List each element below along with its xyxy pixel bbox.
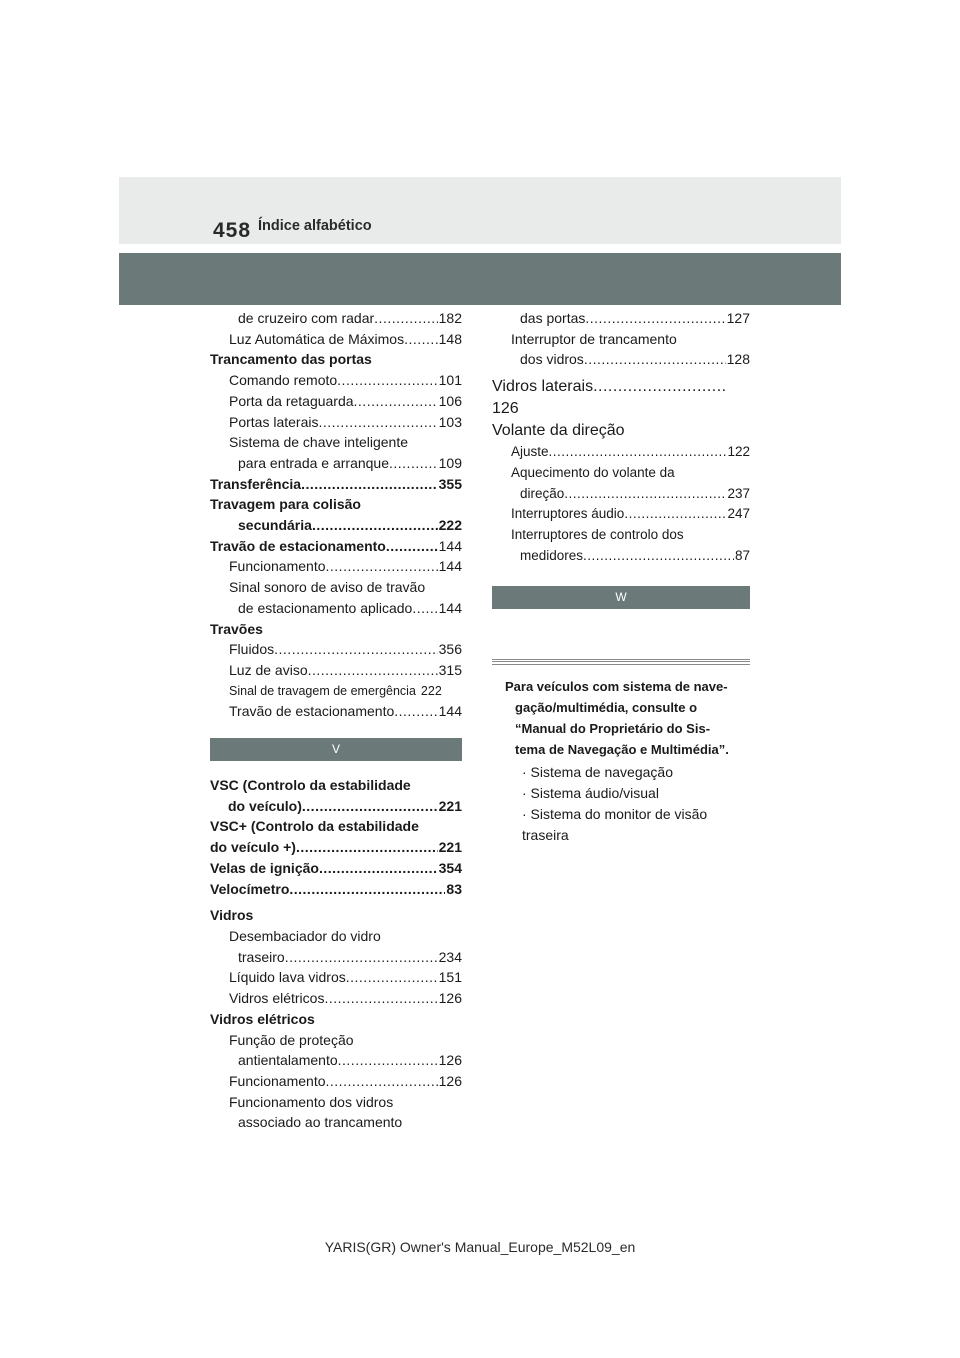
index-entry-line: Interruptor de trancamento <box>511 330 677 347</box>
index-entry: Luz de aviso ..... 315 <box>210 660 462 681</box>
index-heading: Velocímetro ..... 83 <box>210 879 462 900</box>
index-entry-line: associado ao trancamento <box>238 1114 403 1131</box>
section-header-w: W <box>492 586 750 609</box>
index-entry: de cruzeiro com radar ..... 182 <box>210 308 462 329</box>
index-entry: Travão de estacionamento ..... 144 <box>210 701 462 722</box>
index-entry: das portas ..... 127 <box>492 308 750 329</box>
index-heading: secundária ..... 222 <box>210 515 462 536</box>
index-entry-line: Sistema de chave inteligente <box>229 434 408 451</box>
index-entry: Ajuste ..... 122 <box>492 442 750 463</box>
index-entry-line: Funcionamento dos vidros <box>229 1093 394 1110</box>
page-number: 458 <box>213 219 252 242</box>
index-entry: Porta da retaguarda ..... 106 <box>210 391 462 412</box>
index-heading: Trancamento das portas <box>210 351 372 368</box>
index-heading: Travões <box>210 620 263 637</box>
index-heading: Vidros elétricos <box>210 1010 315 1027</box>
section-header-v: V <box>210 738 462 761</box>
bullet-item-continuation: traseira <box>522 827 569 844</box>
index-heading: Volante da direção <box>492 422 625 440</box>
index-heading: Velas de ignição ..... 354 <box>210 858 462 879</box>
index-heading-line: VSC (Controlo da estabilidade <box>210 777 411 794</box>
note-divider <box>492 659 750 664</box>
index-entry: traseiro ..... 234 <box>210 947 462 968</box>
index-heading: do veículo +) ..... 221 <box>210 837 462 858</box>
index-heading: Travão de estacionamento ..... 144 <box>210 536 462 557</box>
index-entry: Funcionamento ..... 126 <box>210 1071 462 1092</box>
index-entry: Luz Automática de Máximos ..... 148 <box>210 329 462 350</box>
index-heading-page: 126 <box>492 400 519 418</box>
index-entry: direção ..... 237 <box>492 484 750 505</box>
index-entry: Sinal de travagem de emergência 222 <box>229 683 442 698</box>
index-entry: Vidros elétricos ..... 126 <box>210 988 462 1009</box>
index-entry: antientalamento ..... 126 <box>210 1050 462 1071</box>
index-column-right <box>492 308 750 846</box>
index-entry-line: Desembaciador do vidro <box>229 927 381 944</box>
index-entry: de estacionamento aplicado ..... 144 <box>210 598 462 619</box>
index-entry-line: Aquecimento do volante da <box>511 464 675 480</box>
bullet-item: · Sistema de navegação <box>522 764 673 781</box>
index-entry: dos vidros ..... 128 <box>492 349 750 370</box>
navigation-note: Para veículos com sistema de nave- gação/multimédia, consulte o “Manual do Proprietário do Sis- tema de Navegação e Multimédia”. <box>505 679 729 758</box>
header-dark-band <box>119 253 841 305</box>
bullet-item: · Sistema do monitor de visão <box>522 806 708 823</box>
index-heading: Vidros laterais ..... <box>492 376 728 398</box>
index-column-left <box>210 308 462 1133</box>
index-heading: Transferência ..... 355 <box>210 474 462 495</box>
index-entry-line: Função de proteção <box>229 1031 354 1048</box>
index-entry-line: Sinal sonoro de aviso de travão <box>229 579 426 596</box>
footer-text: YARIS(GR) Owner's Manual_Europe_M52L09_en <box>324 1239 636 1255</box>
index-heading: Vidros <box>210 907 254 924</box>
page-title: Índice alfabético <box>258 218 372 234</box>
index-heading-line: Travagem para colisão <box>210 496 361 513</box>
index-entry: Líquido lava vidros ..... 151 <box>210 967 462 988</box>
index-entry: medidores ..... 87 <box>492 546 750 567</box>
bullet-item: · Sistema áudio/visual <box>522 785 659 802</box>
index-entry: Portas laterais ..... 103 <box>210 412 462 433</box>
index-heading-line: VSC+ (Controlo da estabilidade <box>210 818 419 835</box>
index-entry: Comando remoto ..... 101 <box>210 370 462 391</box>
index-entry: Fluidos ..... 356 <box>210 639 462 660</box>
index-entry: Interruptores áudio ..... 247 <box>492 504 750 525</box>
index-entry: para entrada e arranque ..... 109 <box>210 453 462 474</box>
index-heading: do veículo) ..... 221 <box>210 796 462 817</box>
index-entry: Funcionamento ..... 144 <box>210 556 462 577</box>
index-entry-line: Interruptores de controlo dos <box>511 526 684 542</box>
